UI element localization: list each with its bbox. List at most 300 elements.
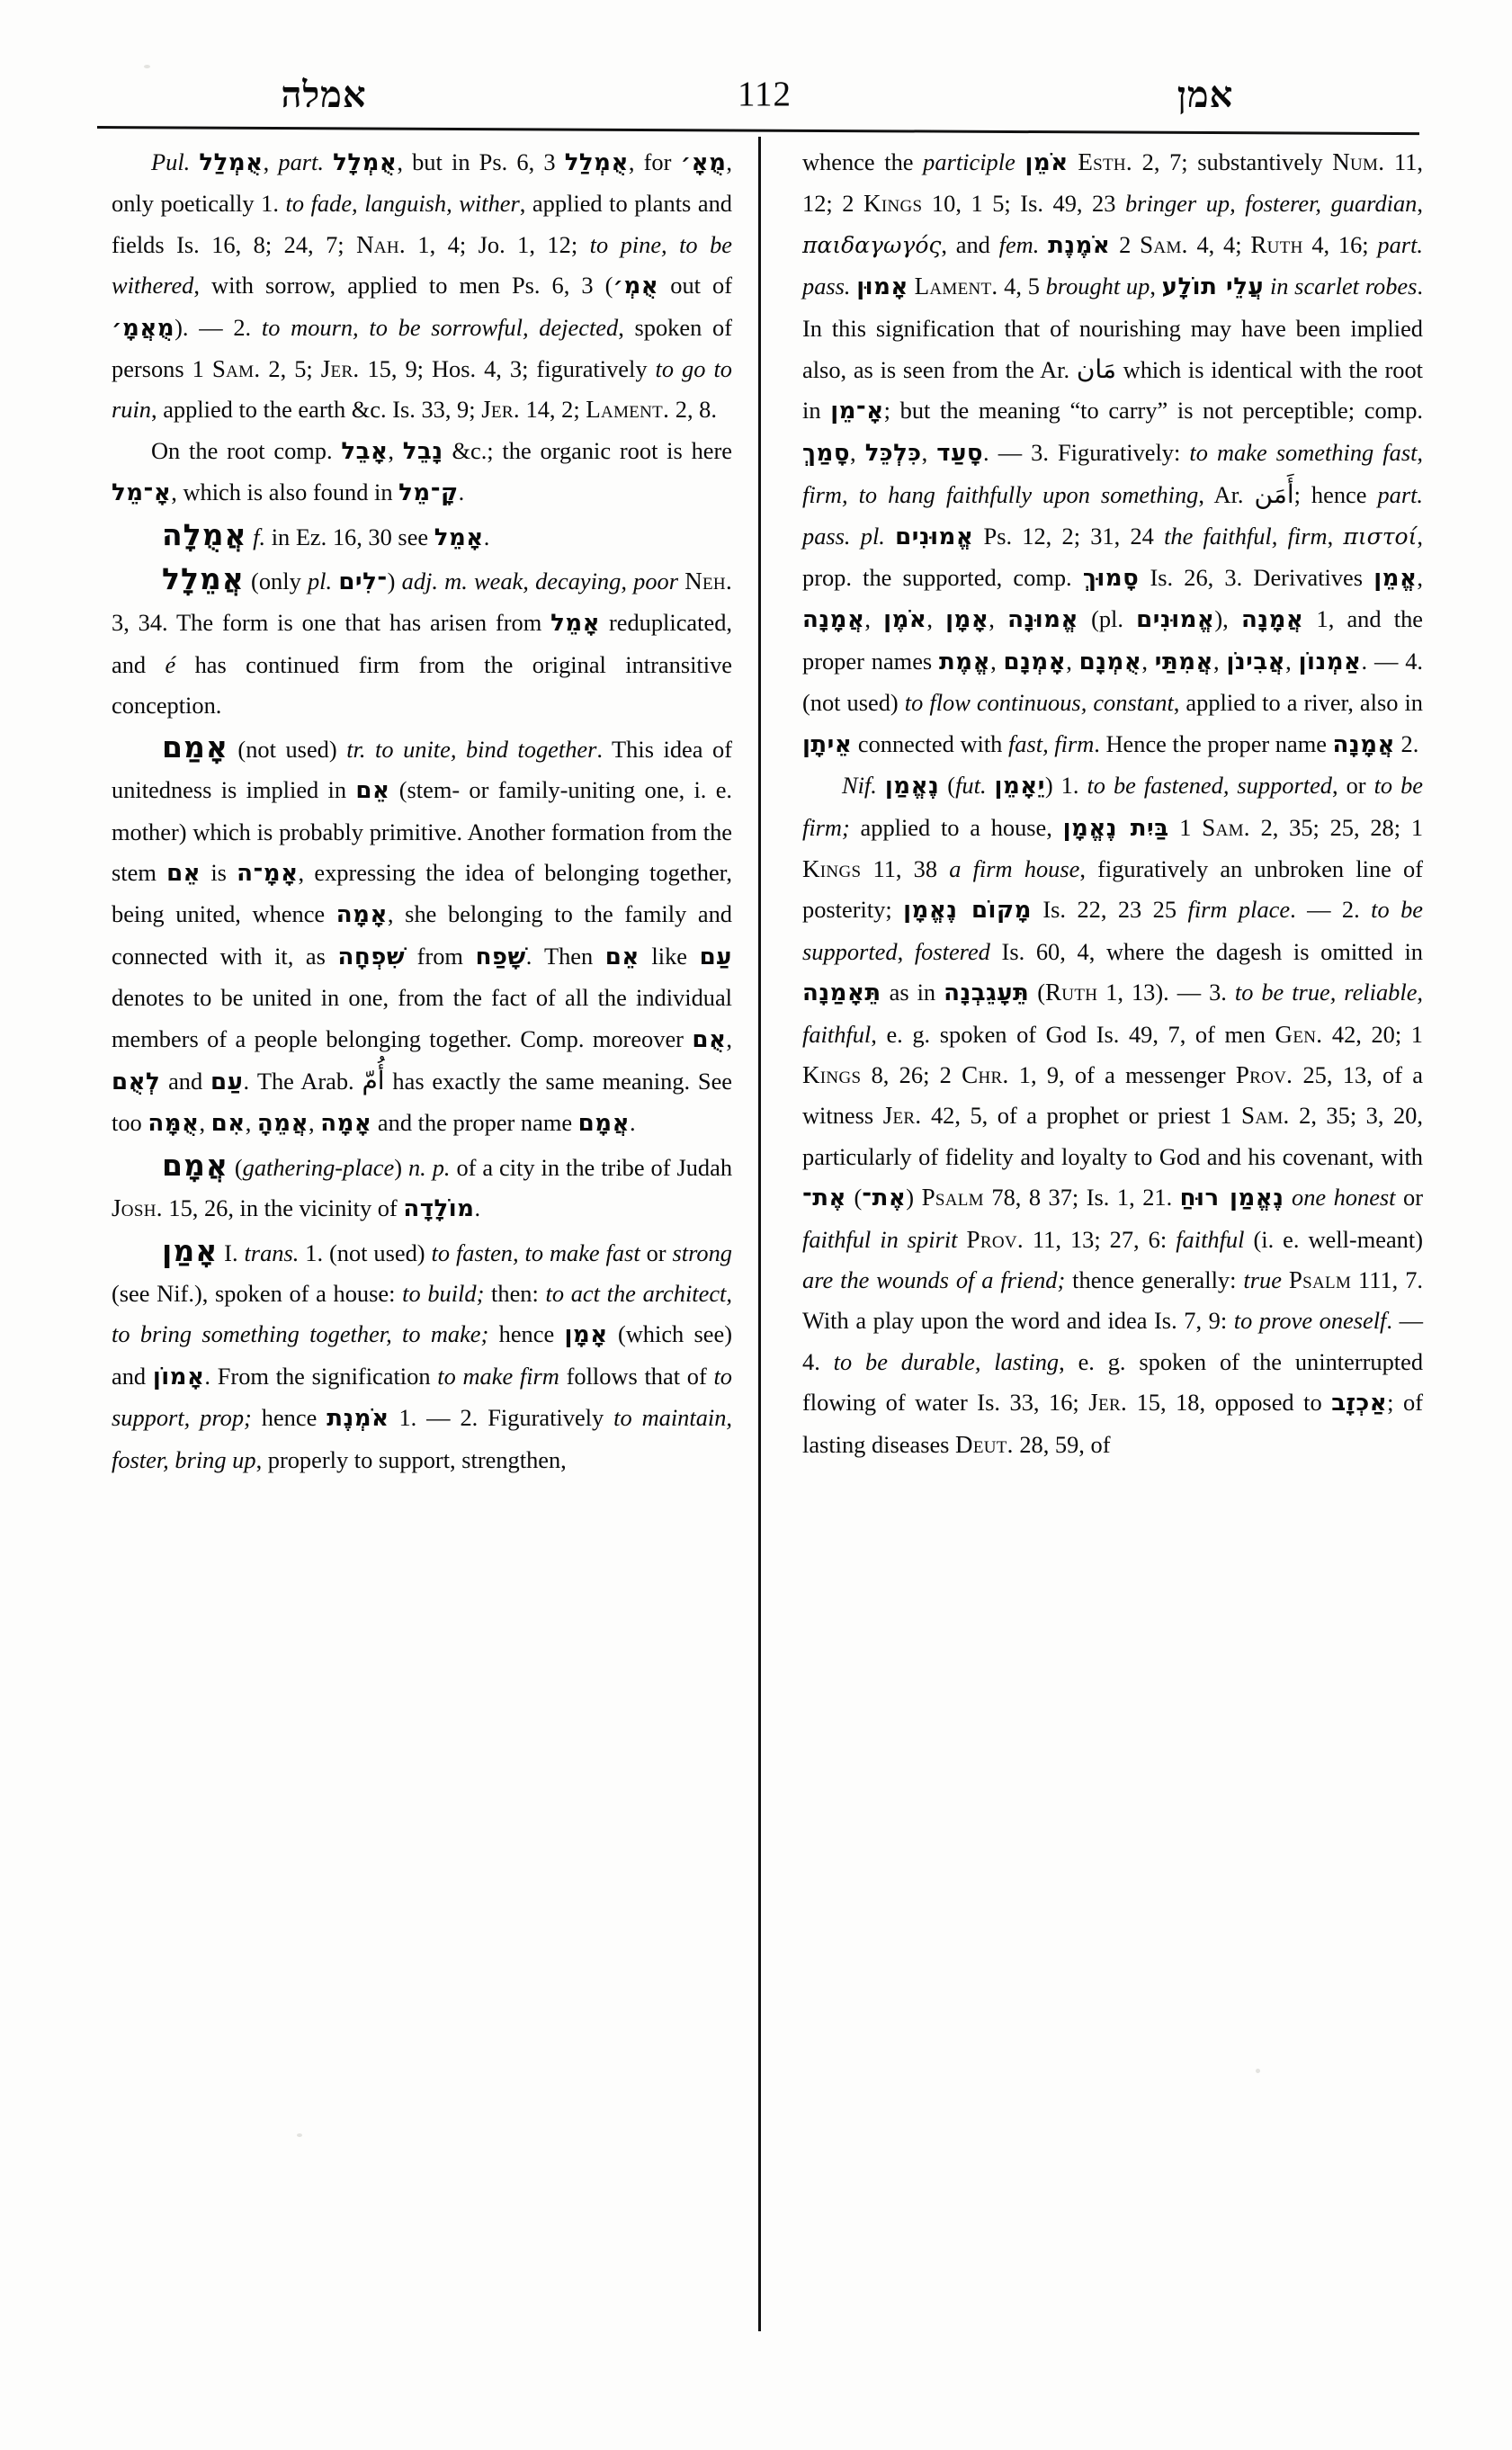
gloss-italic: to go to ruin [112, 355, 732, 424]
body-text: as in [881, 979, 944, 1006]
body-text: hence [488, 1320, 565, 1348]
arabic-word: مَان [1076, 354, 1116, 385]
body-text: 2 [1110, 230, 1141, 258]
body-text: ), [1214, 605, 1241, 633]
hebrew-word: אֵם [166, 859, 201, 887]
body-text: or [1395, 1184, 1423, 1212]
scripture-abbrev: Kings [863, 190, 923, 218]
gloss-italic: brought up [1045, 273, 1150, 300]
hebrew-word: אֱמוּנִים [1136, 606, 1215, 634]
gloss-italic: firm place [1187, 896, 1291, 924]
body-text: 42, 20; 1 [1322, 1020, 1423, 1048]
body-text: 42, 5, of a prophet or priest 1 [921, 1102, 1242, 1130]
body-text: 15, 9; Hos. 4, 3; figuratively [359, 355, 656, 383]
body-text: , for [628, 148, 681, 175]
body-text: . [483, 523, 490, 550]
body-text: has exactly the same meaning. See too [112, 1067, 732, 1137]
body-text: , [921, 438, 937, 466]
body-text: 1, 13). — 3. [1097, 979, 1235, 1006]
body-text: , applied to a river, also in [1173, 689, 1423, 717]
body-text [1069, 148, 1078, 175]
body-text: On the root comp. [151, 436, 342, 464]
scripture-abbrev: Sam. [1140, 230, 1188, 258]
scripture-abbrev: Jer. [481, 396, 520, 424]
body-text: , she belonging to the family and connected with it, as [112, 900, 732, 970]
hebrew-word: אֱמֵן [1373, 565, 1418, 593]
gloss-italic: in scarlet robes [1269, 273, 1418, 300]
gloss-italic: one honest [1292, 1184, 1396, 1212]
body-text: out of [658, 272, 732, 300]
body-text: . — 3. Figuratively: [983, 438, 1190, 466]
page-number: 112 [737, 75, 792, 113]
scripture-abbrev: Kings [802, 854, 862, 882]
body-text: (not used) [228, 735, 347, 763]
gloss-italic: to be durable, lasting [833, 1347, 1060, 1375]
body-text: 111, 7. With a play upon the word and idea Is. 7, 9: [802, 1265, 1423, 1335]
gloss-italic: n. p. [407, 1153, 451, 1181]
greek-word: πιστοί [1343, 523, 1418, 550]
body-text: ( [845, 1184, 863, 1212]
body-text: ; hence [1293, 481, 1378, 509]
header-rule [97, 126, 1419, 135]
body-text: , spoken of persons 1 [112, 313, 732, 383]
body-text: denotes to be united in one, from the fact of all the individual members of a people belonging together. Comp. moreover [112, 984, 732, 1052]
body-text: thence generally: [1065, 1265, 1244, 1293]
column-right [802, 142, 1423, 2328]
scripture-abbrev: Ruth [1045, 979, 1098, 1006]
gloss-italic: pl. [307, 568, 339, 595]
body-text: (pl. [1078, 605, 1137, 633]
gloss-italic: to mourn, to be sorrowful, dejected [261, 313, 619, 341]
gloss-italic: participle [923, 148, 1025, 175]
scripture-abbrev: Deut. [955, 1430, 1014, 1458]
gloss-italic: faithful [1176, 1225, 1245, 1253]
hebrew-word: אֻם [692, 1025, 727, 1053]
entry-paragraph [112, 559, 732, 727]
scripture-abbrev: Lament. [586, 396, 670, 424]
body-text: , e. g. spoken of God Is. 49, 7, of men [871, 1020, 1275, 1048]
gloss-italic: Pul. [151, 148, 200, 175]
gloss-italic: to maintain, foster, bring up [112, 1404, 733, 1473]
gloss-italic: f. [253, 523, 266, 550]
scripture-abbrev: Nah. [356, 230, 406, 258]
hebrew-word: שִׁפְחָה [337, 943, 406, 970]
body-text: . Hence the proper name [1094, 729, 1333, 757]
hebrew-word: מָקוֹם נֶאֱמָן [903, 897, 1032, 925]
body-text: . In this signification that of nourishing may have been implied also, as is seen from the Ar. [802, 273, 1423, 384]
running-head [135, 43, 1394, 115]
body-text: . — 4. [802, 1307, 1423, 1375]
body-text: . [630, 1109, 636, 1137]
hebrew-word: אֶת־ [802, 1185, 846, 1212]
hebrew-word: אֶת־ [862, 1185, 907, 1212]
body-text: Is. 60, 4, where the dagesh is omitted in [989, 937, 1423, 965]
body-text: . — 2. [1290, 896, 1372, 924]
hebrew-word: אָמָה [336, 901, 388, 929]
body-text: , [199, 1109, 211, 1137]
body-text: is [201, 858, 237, 886]
scripture-abbrev: Sam. [211, 355, 261, 383]
body-text: ). — 2. [174, 313, 262, 341]
body-text: , [850, 438, 865, 466]
hebrew-word: אֹמֶנֶת [1048, 231, 1111, 259]
body-text: (stem- or family-uniting one, i. e. mother) which is probably primitive. Another formation from the stem [112, 776, 733, 886]
text-body [97, 142, 1424, 2328]
body-text: , applied to the earth &c. Is. 33, 9; [151, 396, 482, 424]
gloss-italic: a firm house [949, 854, 1080, 882]
gloss-italic: to make something fast, firm, to hang faithfully upon something [802, 438, 1424, 509]
body-text: , [864, 605, 884, 633]
body-text: , [309, 1109, 321, 1137]
gloss-italic: to act the architect, to bring something together, to make; [112, 1279, 732, 1348]
scripture-abbrev: Psalm [1288, 1265, 1352, 1293]
body-text: , applied to plants and fields Is. 16, 8; 24, 7; [112, 190, 732, 258]
body-text: (only [244, 568, 308, 595]
body-text: 2, 7; substantively [1132, 148, 1333, 175]
body-text: , [726, 1024, 732, 1052]
hebrew-word: כִּלְכֵּל [864, 439, 922, 467]
gloss-italic: the faithful, firm [1164, 522, 1328, 550]
gloss-italic: fast, firm [1007, 729, 1095, 757]
entry-headword: אֲמֵלָל [162, 561, 245, 597]
body-text: , only poetically 1. [112, 148, 732, 218]
scripture-abbrev: Num. [1332, 148, 1385, 175]
body-text: ; of lasting diseases [802, 1389, 1423, 1458]
hebrew-word: סָמַךְ [802, 439, 851, 467]
scripture-abbrev: Jer. [1088, 1389, 1128, 1417]
hebrew-word: אֱמוּנָה [1007, 606, 1078, 634]
hebrew-word: עַם [699, 943, 732, 970]
entry-paragraph [802, 142, 1423, 765]
gloss-italic: part. pass. pl. [802, 481, 1424, 550]
hebrew-word: בַּיִת נֶאֱמָן [1062, 814, 1169, 842]
body-text: Is. 26, 3. Derivatives [1139, 564, 1374, 592]
scripture-abbrev: Chr. [962, 1060, 1009, 1088]
gloss-italic: bringer up, fosterer, guardian [1124, 190, 1418, 218]
gloss-italic: to support, prop; [112, 1362, 732, 1432]
body-text: ) [906, 1184, 922, 1212]
hebrew-word: אֻמָּה [148, 1110, 200, 1138]
hebrew-word: אָמָ־ה [237, 859, 299, 887]
hebrew-word: אֲמָנָה [1240, 606, 1304, 634]
gloss-italic: to make firm [437, 1362, 559, 1390]
gloss-italic: strong [672, 1238, 732, 1266]
body-text: then: [484, 1279, 546, 1307]
body-text: , properly to support, strengthen, [255, 1445, 567, 1473]
body-text: , [1417, 564, 1423, 592]
entry-paragraph [112, 514, 732, 559]
body-text: 1, 4; Jo. 1, 12; [405, 230, 590, 258]
running-head-right-catchword: אמן [1176, 75, 1234, 115]
body-text: ( [939, 772, 956, 800]
entry-headword: אֲמֻלָה [162, 516, 247, 552]
hebrew-word: אִם [210, 1110, 246, 1138]
body-text: (which see) and [112, 1320, 733, 1390]
body-text: 4, 16; [1302, 230, 1378, 258]
scripture-abbrev: Lament. [914, 273, 998, 300]
body-text: , [926, 605, 946, 633]
body-text [1264, 273, 1270, 300]
body-text: applied to a house, [849, 813, 1063, 841]
body-text: 1, and the proper names [802, 605, 1423, 675]
hebrew-word: אֲמָנָה [1332, 730, 1395, 758]
hebrew-word: אָמְנָם [1003, 648, 1067, 675]
hebrew-word: אֱמֶת [939, 648, 991, 675]
body-text: , which is also found in [171, 478, 399, 506]
gloss-italic: to be supported, fostered [802, 896, 1424, 965]
body-text: , [1285, 647, 1299, 675]
hebrew-word: אָמָן [945, 606, 989, 634]
hebrew-word: נֶאֱמַן [884, 773, 940, 800]
body-text: 1. — 2. Figuratively [389, 1404, 614, 1432]
body-text: and the proper name [371, 1109, 578, 1137]
column-divider [758, 137, 761, 2331]
body-text: Is. 22, 23 25 [1031, 896, 1188, 924]
scripture-abbrev: Josh. [112, 1194, 163, 1222]
hebrew-word: אֵם [604, 943, 640, 970]
body-text: &c.; the organic root is here [443, 436, 732, 464]
hebrew-word: אֹמֵן [1024, 149, 1069, 176]
gloss-italic: fut. [955, 772, 995, 800]
body-text: which is identical with the root in [802, 356, 1424, 425]
body-text: , [1417, 190, 1423, 218]
hebrew-word: עַם [210, 1068, 244, 1095]
body-text: 10, 1 5; Is. 49, 23 [922, 190, 1125, 218]
scripture-abbrev: Jer. [320, 355, 360, 383]
entry-paragraph [112, 727, 732, 1145]
body-text: , [1150, 273, 1162, 300]
body-text: , [1066, 647, 1079, 675]
body-text: 1 [1168, 813, 1203, 841]
hebrew-word: מוֹלָדָה [403, 1195, 475, 1223]
scripture-abbrev: Ruth [1250, 230, 1303, 258]
body-text: ; but the meaning “to carry” is not perceptible; comp. [883, 397, 1423, 425]
entry-paragraph [802, 765, 1423, 1465]
hebrew-word: מֻאָ׳ [680, 149, 727, 176]
hebrew-word: ־לִים [338, 568, 388, 596]
entry-paragraph [112, 142, 732, 431]
body-text: like [639, 942, 700, 970]
hebrew-word: אֱמוּנִים [895, 523, 974, 550]
body-text: hence [251, 1404, 327, 1432]
body-text: , [263, 148, 279, 175]
body-text: , expressing the idea of belonging together, being united, whence [112, 858, 732, 928]
body-text: connected with [852, 729, 1008, 757]
body-text [1039, 231, 1048, 258]
hebrew-word: אָמוֹן [152, 1363, 205, 1390]
body-text: . — 4. (not used) [802, 647, 1424, 717]
scripture-abbrev: Gen. [1275, 1020, 1323, 1048]
hebrew-word: אָמוּן [856, 273, 908, 301]
gloss-italic: to build; [402, 1279, 485, 1307]
body-text: 1. (not used) [299, 1238, 432, 1266]
gloss-italic: to fade, languish, wither [285, 190, 520, 218]
entry-paragraph [112, 1230, 732, 1480]
entry-headword: אָמַן [162, 1232, 219, 1268]
body-text: ) [387, 568, 402, 595]
hebrew-word: אֹמֶן [883, 606, 927, 634]
body-text: 2, 35; 3, 20, particularly of fidelity and loyalty to God and his covenant, with [802, 1102, 1423, 1170]
body-text: 28, 59, of [1013, 1430, 1111, 1458]
body-text: has continued firm from the original intransitive conception. [112, 650, 732, 720]
body-text: , e. g. spoken of the uninterrupted flowing of water Is. 33, 16; [802, 1347, 1424, 1417]
body-text: , [1327, 522, 1344, 550]
body-text: ) [394, 1153, 408, 1181]
gloss-italic: true [1243, 1265, 1289, 1293]
arabic-word: أَمَن [1254, 479, 1294, 510]
hebrew-word: סָמוּךְ [1082, 565, 1140, 593]
hebrew-word: אֹמְנֶת [327, 1405, 389, 1433]
gloss-italic: to pine, to be withered [112, 230, 732, 300]
hebrew-word: אֻמְלַל [564, 149, 629, 176]
body-text: in Ez. 16, 30 see [265, 523, 434, 550]
body-text: , prop. the supported, comp. [802, 522, 1423, 592]
scripture-abbrev: Prov. [966, 1225, 1024, 1253]
hebrew-word: אֲמִתַּי [1154, 648, 1213, 675]
gloss-italic: trans. [244, 1238, 300, 1266]
gloss-italic: gathering-place [242, 1153, 395, 1181]
scripture-abbrev: Neh. [684, 568, 732, 595]
hebrew-word: מֻאֲמָ׳ [112, 314, 175, 342]
hebrew-word: אָ־מֵל [112, 479, 172, 507]
scripture-abbrev: Kings [802, 1060, 862, 1088]
body-text: , [989, 605, 1008, 633]
scripture-abbrev: Jer. [882, 1102, 922, 1130]
body-text: Ps. 12, 2; 31, 24 [973, 522, 1165, 550]
scripture-abbrev: Psalm [921, 1184, 984, 1212]
body-text: from [405, 942, 476, 970]
body-text: 11, 12; 2 [802, 148, 1423, 218]
body-text: . From the signification [204, 1362, 438, 1390]
hebrew-word: עֲלֵי תוֹלָע [1161, 273, 1265, 301]
body-text: , Ar. [1198, 481, 1255, 509]
body-text: , [1141, 647, 1155, 675]
body-text: 15, 18, opposed to [1127, 1389, 1332, 1417]
body-text: 15, 26, in the vicinity of [162, 1194, 404, 1222]
body-text: . The Arab. [243, 1067, 362, 1095]
gloss-italic: fem. [998, 230, 1040, 258]
body-text: 14, 2; [519, 396, 586, 424]
body-text: 2, 5; [260, 355, 321, 383]
body-text: reduplicated, and [112, 609, 732, 678]
hebrew-word: תֵּעָגֵבְנָה [944, 979, 1030, 1007]
hebrew-word: אָבֵל [341, 437, 389, 465]
gloss-italic: to flow continuous, constant [904, 689, 1174, 717]
hebrew-word: אֵם [355, 777, 390, 805]
body-text: . Then [525, 942, 605, 970]
hebrew-word: אָמָן [564, 1321, 608, 1349]
body-text: . This idea of unitedness is implied in [112, 735, 732, 804]
hebrew-word: אָמָה [320, 1110, 372, 1138]
gloss-italic: é [165, 650, 176, 678]
body-text: , [990, 647, 1004, 675]
body-text: 11, 13; 27, 6: [1023, 1225, 1176, 1253]
body-text: , [245, 1109, 257, 1137]
body-text: 4, 5 [998, 273, 1046, 300]
hebrew-word: אֻמְנָם [1078, 648, 1142, 675]
body-text [1284, 1184, 1293, 1211]
body-text: 2. [1394, 729, 1419, 757]
hebrew-word: אָמֵל [550, 610, 601, 638]
gloss-italic: to fasten, to make fast [431, 1238, 640, 1266]
hebrew-word: אֵיתָן [802, 730, 853, 758]
hebrew-word: לְאֻם [112, 1068, 161, 1095]
gloss-italic: to be fastened, supported [1087, 772, 1332, 800]
hebrew-word: אֲמֵהָ [256, 1110, 309, 1138]
body-text: 8, 26; 2 [861, 1060, 962, 1088]
hebrew-word: אַכְזָב [1331, 1390, 1388, 1417]
gloss-italic: faithful in spirit [802, 1225, 967, 1253]
arabic-word: أُمّ [362, 1065, 385, 1095]
gloss-italic: are the wounds of a friend; [802, 1265, 1066, 1293]
entry-headword: אֲמָם [162, 1147, 228, 1183]
hebrew-word: סָעַד [936, 439, 984, 467]
hebrew-word: אֲמָם [577, 1110, 631, 1138]
body-text: , with sorrow, applied to men Ps. 6, 3 ( [193, 272, 613, 300]
gloss-italic: tr. to unite, bind together [346, 735, 597, 763]
scripture-abbrev: Sam. [1241, 1102, 1290, 1130]
hebrew-word: אַמְנוֹן [1298, 648, 1362, 675]
hebrew-word: שָׁפַח [475, 943, 526, 970]
entry-paragraph [112, 431, 732, 514]
body-text: , and [941, 230, 999, 258]
body-text: , figuratively an unbroken line of posterity; [802, 854, 1423, 924]
hebrew-word: יֵאָמֵן [994, 773, 1045, 800]
gloss-italic: to prove oneself [1233, 1307, 1387, 1335]
body-text: 3, 34. The form is one that has arisen from [112, 609, 551, 637]
body-text: 2, 35; 25, 28; 1 [1249, 813, 1424, 841]
gloss-italic: adj. m. weak, decaying, poor [401, 568, 685, 595]
body-text: I. [218, 1238, 245, 1266]
gloss-italic: part. [278, 148, 334, 175]
body-text: or [640, 1238, 673, 1266]
hebrew-word: קָ־מֵל [398, 479, 459, 507]
body-text: , [1212, 647, 1227, 675]
body-text: . [458, 478, 465, 506]
body-text: ( [228, 1153, 243, 1181]
body-text: (i. e. well-meant) [1244, 1225, 1423, 1253]
hebrew-word: אָ־מֵן [830, 398, 884, 425]
hebrew-word: אֲמָנָה [802, 606, 865, 634]
body-text: , but in Ps. 6, 3 [397, 148, 565, 175]
hebrew-word: תֵּאָמַנָה [802, 979, 881, 1007]
running-head-left-catchword: אמלה [281, 75, 367, 115]
gloss-italic: part. pass. [802, 230, 1423, 300]
body-text: , or [1331, 772, 1374, 800]
body-text: whence the [802, 148, 924, 175]
scripture-abbrev: Sam. [1202, 813, 1250, 841]
body-text [908, 273, 915, 300]
body-text: follows that of [559, 1362, 714, 1390]
hebrew-word: נֶאֱמַן רוּחַ [1179, 1185, 1284, 1212]
body-text: and [160, 1067, 211, 1095]
hebrew-word: אָמֵל [434, 523, 484, 551]
gloss-italic: Nif. [842, 772, 885, 800]
hebrew-word: נָבֵל [402, 437, 443, 465]
entry-paragraph [112, 1145, 732, 1230]
body-text: 1, 9, of a messenger [1008, 1060, 1236, 1088]
column-left [112, 142, 732, 2328]
scripture-abbrev: Esth. [1078, 148, 1132, 175]
scripture-abbrev: Prov. [1235, 1060, 1293, 1088]
body-text: 4, 4; [1187, 230, 1251, 258]
body-text: ( [1029, 979, 1045, 1006]
body-text: of a city in the tribe of Judah [450, 1153, 733, 1181]
hebrew-word: אֻמְלַל [199, 149, 264, 176]
body-text: 11, 38 [861, 854, 950, 882]
body-text: 78, 8 37; Is. 1, 21. [983, 1184, 1180, 1212]
hebrew-word: אֻמְ׳ [613, 273, 659, 300]
